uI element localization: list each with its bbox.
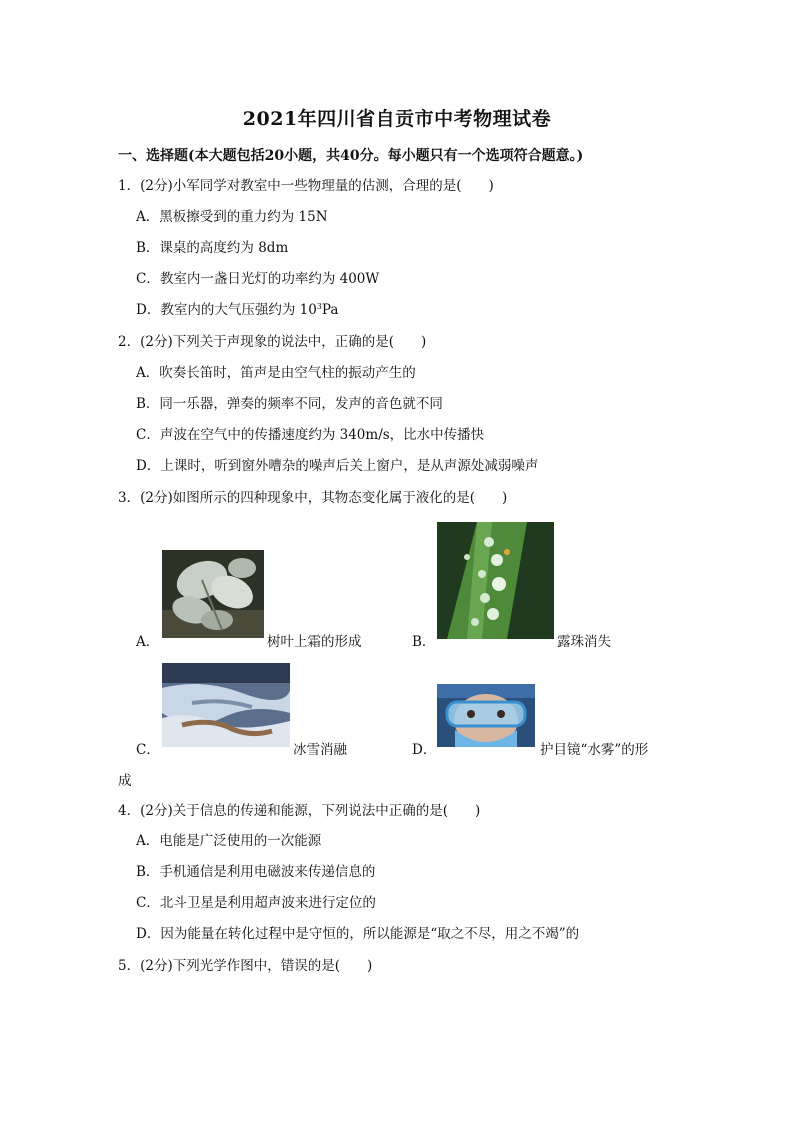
q3-option-c-label: C． bbox=[136, 742, 160, 758]
goggles-fog-image bbox=[437, 684, 535, 747]
q2-stem: 2．(2分)下列关于声现象的说法中，正确的是( ) bbox=[118, 334, 427, 350]
q3-option-a-caption: 树叶上霜的形成 bbox=[267, 634, 362, 650]
melting-snow-image bbox=[162, 663, 290, 747]
q3-option-c-caption: 冰雪消融 bbox=[293, 742, 347, 758]
q3-option-d-caption: 护目镜“水雾”的形 bbox=[540, 742, 649, 758]
q4-option-b: B．手机通信是利用电磁波来传递信息的 bbox=[136, 864, 376, 880]
q2-option-b: B．同一乐器，弹奏的频率不同，发声的音色就不同 bbox=[136, 396, 443, 412]
q3-option-d-caption-continued: 成 bbox=[118, 773, 132, 789]
q1-option-d: D．教室内的大气压强约为 $10^3Pa$ bbox=[136, 302, 339, 318]
q4-stem: 4．(2分)关于信息的传递和能源，下列说法中正确的是( ) bbox=[118, 803, 481, 819]
q4-option-d: D．因为能量在转化过程中是守恒的，所以能源是“取之不尽，用之不竭”的 bbox=[136, 926, 580, 942]
q1-option-b: B．课桌的高度约为 8dm bbox=[136, 240, 289, 256]
q3-option-b-label: B． bbox=[412, 634, 436, 650]
q5-stem: 5．(2分)下列光学作图中，错误的是( ) bbox=[118, 958, 373, 974]
frost-leaf-image bbox=[162, 550, 264, 638]
q3-option-a-label: A． bbox=[136, 634, 160, 650]
exam-title: 2021年四川省自贡市中考物理试卷 bbox=[242, 108, 552, 130]
q2-option-c: C．声波在空气中的传播速度约为 340m/s，比水中传播快 bbox=[136, 427, 485, 443]
q1-option-c: C．教室内一盏日光灯的功率约为 400W bbox=[136, 271, 380, 287]
section-heading: 一、选择题(本大题包括20小题，共40分。每小题只有一个选项符合题意。) bbox=[118, 148, 584, 164]
q2-option-d: D．上课时，听到窗外嘈杂的噪声后关上窗户，是从声源处减弱噪声 bbox=[136, 458, 539, 474]
q3-option-d-label: D． bbox=[412, 742, 437, 758]
q4-option-c: C．北斗卫星是利用超声波来进行定位的 bbox=[136, 895, 376, 911]
q3-stem: 3．(2分)如图所示的四种现象中，其物态变化属于液化的是( ) bbox=[118, 490, 508, 506]
q4-option-a: A．电能是广泛使用的一次能源 bbox=[136, 833, 322, 849]
q1-stem: 1．(2分)小军同学对教室中一些物理量的估测，合理的是( ) bbox=[118, 178, 494, 194]
q1-option-a: A．黑板擦受到的重力约为 15N bbox=[136, 209, 328, 225]
q3-option-b-caption: 露珠消失 bbox=[557, 634, 611, 650]
q2-option-a: A．吹奏长笛时，笛声是由空气柱的振动产生的 bbox=[136, 365, 416, 381]
dew-drops-image bbox=[437, 522, 554, 639]
